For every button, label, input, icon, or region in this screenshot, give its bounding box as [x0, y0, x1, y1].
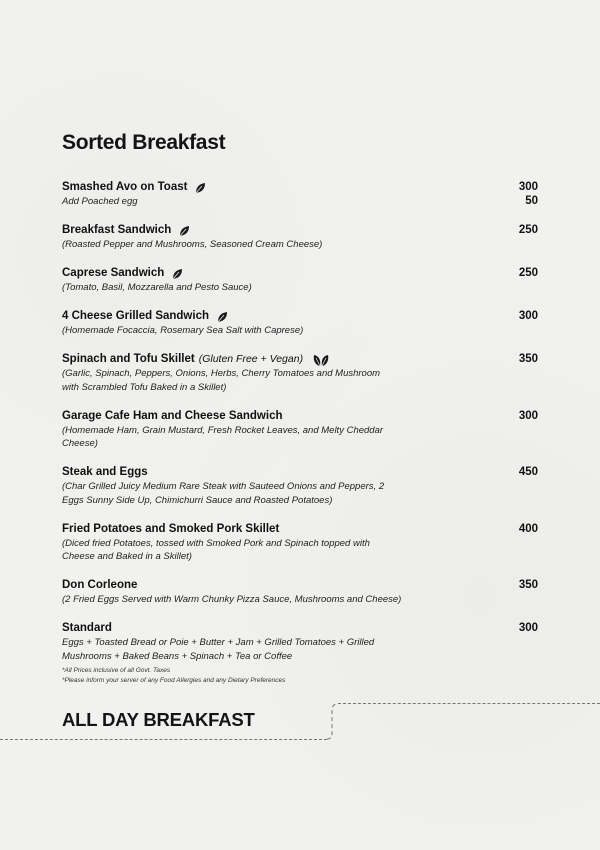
menu-item	[62, 465, 538, 507]
item-name-text: Caprese Sandwich	[62, 267, 165, 279]
item-description: (Tomato, Basil, Mozzarella and Pesto Sauce)	[62, 282, 252, 293]
menu-item-row	[62, 352, 538, 367]
menu-list	[62, 180, 538, 678]
dashed-divider-top	[338, 703, 600, 704]
leaf-icon	[216, 311, 228, 323]
item-details	[62, 424, 538, 451]
item-description: (Homemade Ham, Grain Mustard, Fresh Rocket Leaves, and Melty Cheddar Cheese)	[62, 424, 384, 449]
item-dietary-note: (Gluten Free + Vegan)	[198, 353, 304, 365]
item-name-text: Standard	[62, 622, 112, 634]
item-details	[62, 480, 538, 507]
menu-item	[62, 522, 538, 564]
item-name	[62, 621, 112, 636]
menu-item-row	[62, 522, 538, 537]
item-details	[62, 537, 538, 564]
menu-item-row	[62, 621, 538, 636]
item-description: Eggs + Toasted Bread or Poie + Butter + Jam + Grilled Tomatoes + Grilled Mushrooms + Baked Beans + Spinach + Tea or Coffee	[62, 637, 375, 662]
item-name	[62, 409, 283, 424]
leaf-icon	[171, 268, 183, 280]
item-name	[62, 465, 148, 480]
tax-note: *All Prices inclusive of all Govt. Taxes	[62, 667, 171, 674]
item-details	[62, 593, 538, 607]
item-price: 450	[518, 466, 538, 478]
dashed-divider-bottom	[0, 739, 327, 740]
item-name-text: Spinach and Tofu Skillet	[62, 353, 195, 365]
double-leaf-icon	[312, 354, 330, 366]
menu-item-row	[62, 180, 538, 195]
item-name	[62, 309, 228, 324]
item-name-text: Fried Potatoes and Smoked Pork Skillet	[62, 522, 280, 535]
menu-item-row	[62, 223, 538, 238]
menu-item	[62, 223, 538, 252]
menu-item	[62, 409, 538, 451]
menu-item	[62, 621, 538, 663]
item-description: (Diced fried Potatoes, tossed with Smoked Pork and Spinach topped with Cheese and Baked in a Skillet)	[62, 537, 370, 562]
item-description: (Homemade Focaccia, Rosemary Sea Salt with Caprese)	[62, 325, 304, 336]
item-price: 400	[518, 522, 538, 535]
menu-item-row	[62, 578, 538, 593]
item-name	[62, 266, 183, 281]
menu-item-row	[62, 409, 538, 424]
allergy-note: *Please inform your server of any Food Allergies and any Dietary Preferences	[62, 676, 286, 684]
item-name	[62, 223, 190, 238]
fine-print	[62, 666, 285, 685]
menu-item-row	[62, 309, 538, 324]
item-name-text: Breakfast Sandwich	[62, 224, 172, 236]
menu-item	[62, 180, 538, 209]
item-name-text: Don Corleone	[62, 579, 138, 591]
item-description: (Garlic, Spinach, Peppers, Onions, Herbs, Cherry Tomatoes and Mushroom with Scrambled Tofu Baked in a Skillet)	[62, 368, 381, 393]
addon-price: 50	[525, 195, 538, 207]
item-price: 350	[518, 579, 538, 591]
menu-item-row	[62, 465, 538, 480]
item-price: 300	[518, 181, 538, 193]
item-price: 250	[518, 267, 538, 279]
item-description: (Char Grilled Juicy Medium Rare Steak with Sauteed Onions and Peppers, 2 Eggs Sunny Side Up, Chimichurri Sauce and Roasted Potatoes)	[62, 481, 385, 506]
item-name	[62, 352, 330, 367]
item-name-text: Smashed Avo on Toast	[62, 181, 188, 193]
item-details	[62, 636, 538, 663]
item-price: 300	[518, 310, 538, 322]
menu-item	[62, 309, 538, 338]
item-description: (2 Fried Eggs Served with Warm Chunky Pizza Sauce, Mushrooms and Cheese)	[62, 594, 402, 605]
item-description: Add Poached egg	[62, 196, 138, 207]
item-price: 300	[518, 622, 538, 634]
item-price: 250	[518, 224, 538, 236]
item-name-text: 4 Cheese Grilled Sandwich	[62, 310, 209, 322]
leaf-icon	[178, 225, 190, 237]
item-description: (Roasted Pepper and Mushrooms, Seasoned Cream Cheese)	[62, 239, 323, 250]
item-details	[62, 281, 538, 295]
menu-item	[62, 578, 538, 607]
menu-item	[62, 266, 538, 295]
item-name	[62, 180, 206, 195]
leaf-icon	[194, 182, 206, 194]
item-name-text: Steak and Eggs	[62, 466, 148, 478]
item-details	[62, 195, 538, 209]
item-name-text: Garage Cafe Ham and Cheese Sandwich	[62, 409, 283, 422]
menu-item	[62, 352, 538, 394]
item-details	[62, 367, 538, 394]
dashed-divider-corner	[322, 700, 342, 742]
section-title: Sorted Breakfast	[62, 131, 226, 154]
item-price: 300	[518, 409, 538, 422]
menu-item-row	[62, 266, 538, 281]
item-name	[62, 522, 279, 537]
footer-title: ALL DAY BREAKFAST	[62, 709, 255, 730]
item-details	[62, 324, 538, 338]
item-price: 350	[518, 353, 538, 365]
item-name	[62, 578, 137, 593]
item-details	[62, 238, 538, 252]
